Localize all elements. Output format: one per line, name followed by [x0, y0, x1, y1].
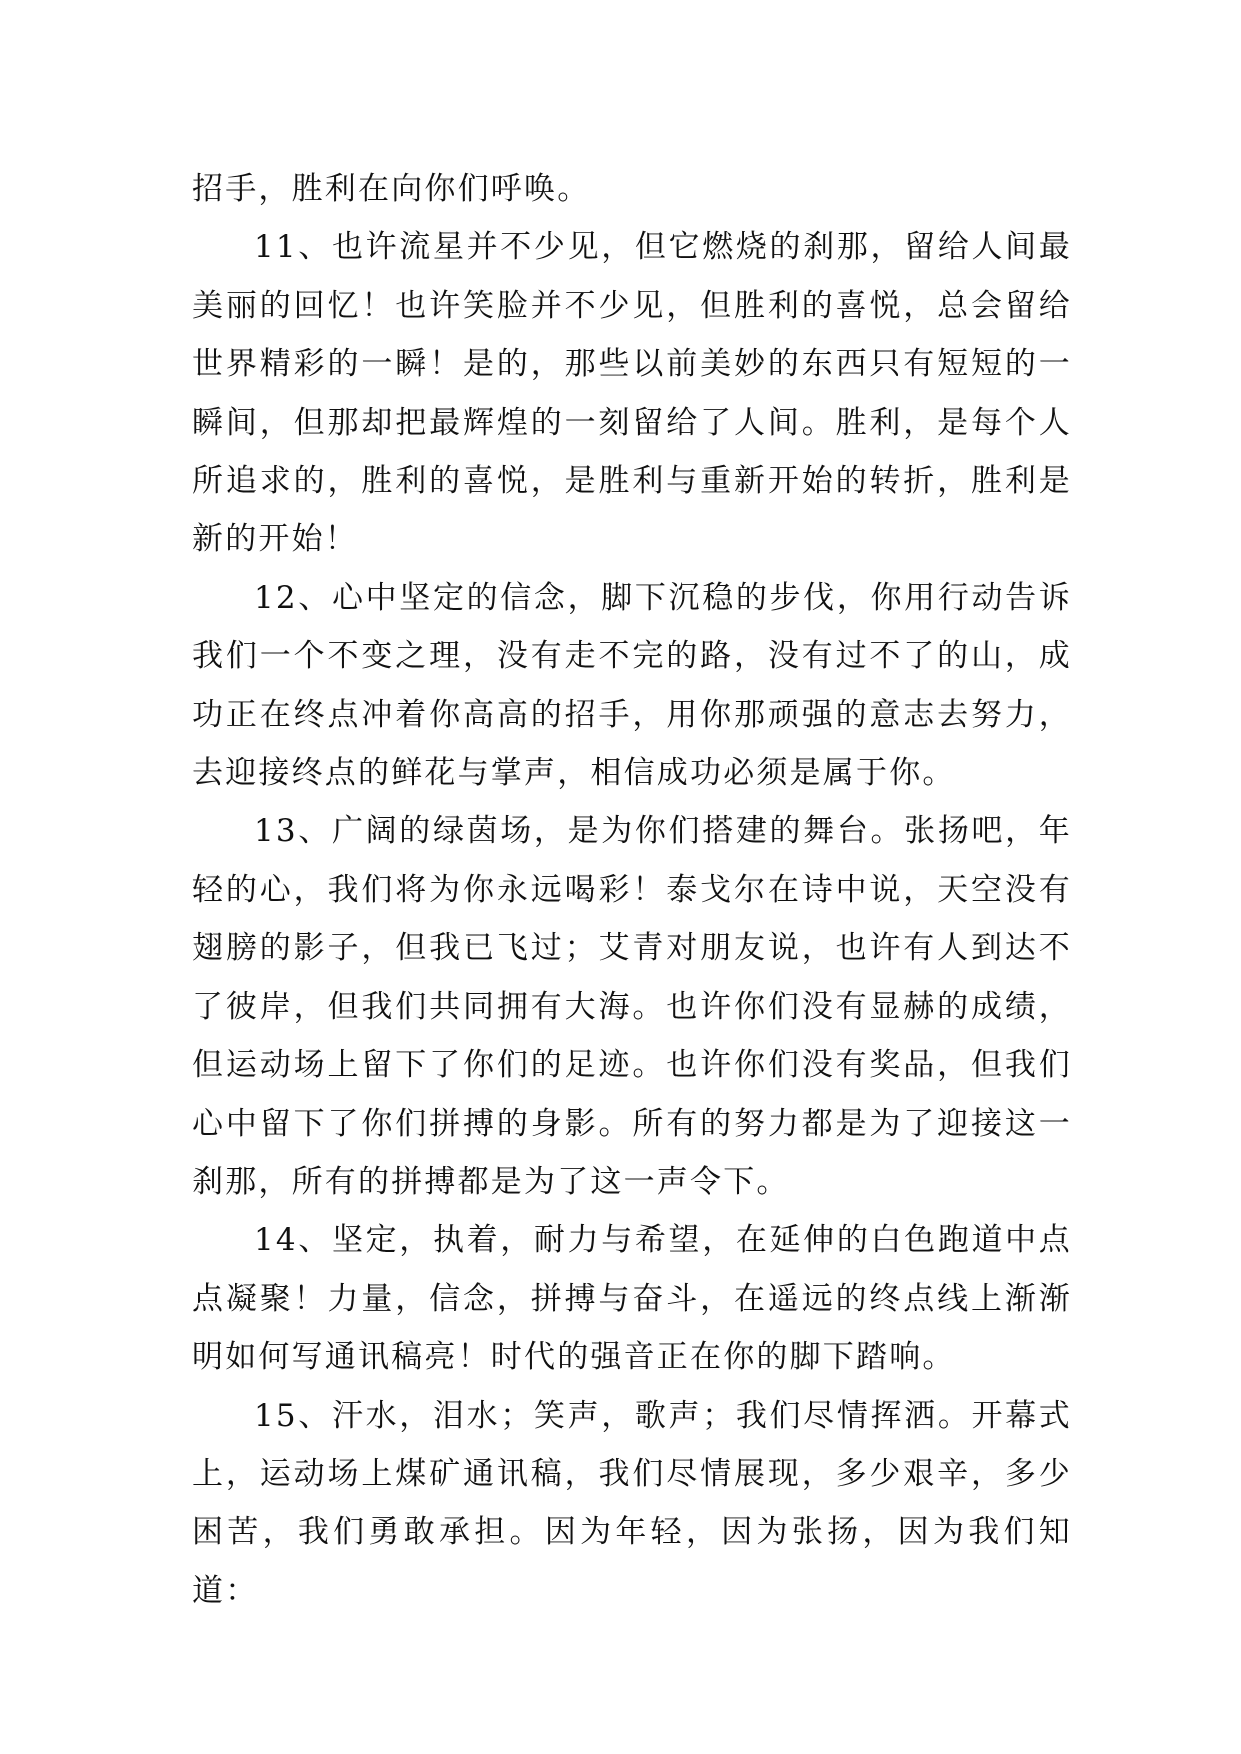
paragraph-14: 14、坚定，执着，耐力与希望，在延伸的白色跑道中点点凝聚！力量，信念，拼搏与奋斗，在遥远的终点线上渐渐明如何写通讯稿亮！时代的强音正在你的脚下踏响。 [192, 1222, 1072, 1376]
document-body [192, 160, 1072, 1620]
paragraph-15: 15、汗水，泪水；笑声，歌声；我们尽情挥洒。开幕式上，运动场上煤矿通讯稿，我们尽情展现，多少艰辛，多少困苦，我们勇敢承担。因为年轻，因为张扬，因为我们知道： [192, 1397, 1072, 1609]
paragraph-11: 11、也许流星并不少见，但它燃烧的刹那，留给人间最美丽的回忆！也许笑脸并不少见，但胜利的喜悦，总会留给世界精彩的一瞬！是的，那些以前美妙的东西只有短短的一瞬间，但那却把最辉煌的一刻留给了人间。胜利，是每个人所追求的，胜利的喜悦，是胜利与重新开始的转折，胜利是新的开始！ [192, 229, 1072, 558]
paragraph-continued: 招手，胜利在向你们呼唤。 [192, 171, 591, 207]
paragraph-12: 12、心中坚定的信念，脚下沉稳的步伐，你用行动告诉我们一个不变之理，没有走不完的路，没有过不了的山，成功正在终点冲着你高高的招手，用你那顽强的意志去努力，去迎接终点的鲜花与掌声，相信成功必须是属于你。 [192, 579, 1072, 792]
paragraph-13: 13、广阔的绿茵场，是为你们搭建的舞台。张扬吧，年轻的心，我们将为你永远喝彩！泰戈尔在诗中说，天空没有翅膀的影子，但我已飞过；艾青对朋友说，也许有人到达不了彼岸，但我们共同拥有大海。也许你们没有显赫的成绩，但运动场上留下了你们的足迹。也许你们没有奖品，但我们心中留下了你们拼搏的身影。所有的努力都是为了迎接这一刹那，所有的拼搏都是为了这一声令下。 [192, 813, 1072, 1200]
